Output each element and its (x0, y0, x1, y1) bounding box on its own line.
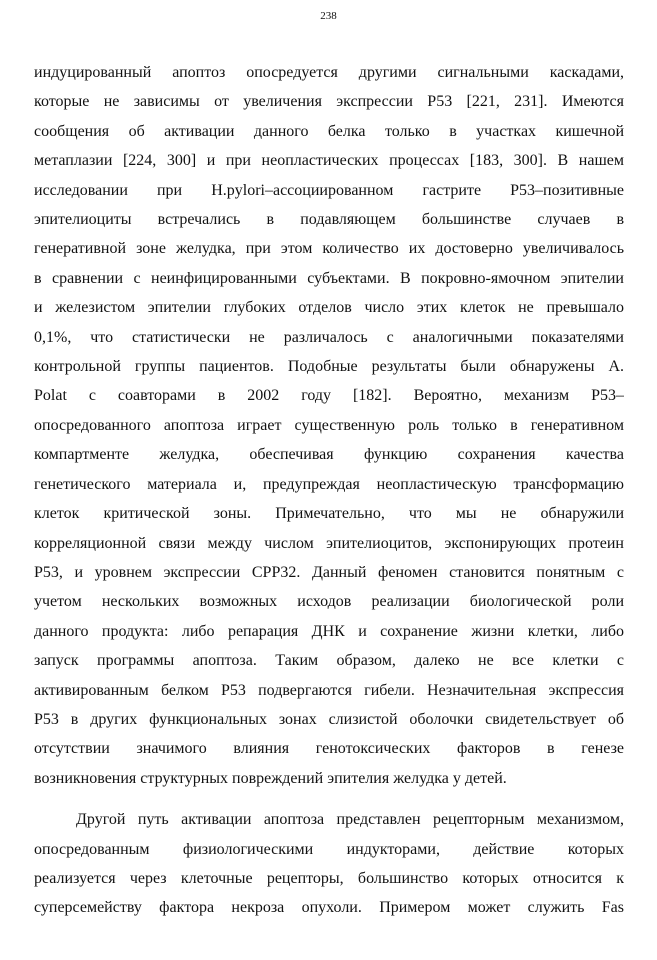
text-line: 0,1%, что статистически не различалось с аналогичными показателями (34, 328, 624, 346)
text-line: учетом нескольких возможных исходов реализации биологической роли (34, 593, 624, 611)
text-line: возникновения структурных повреждений эпителия желудка у детей. (34, 769, 507, 787)
paragraph-1 (34, 58, 624, 793)
text-line: генеративной зоне желудка, при этом количество их достоверно увеличивалось (34, 240, 624, 258)
text-line: реализуется через клеточные рецепторы, большинство которых относится к (34, 869, 624, 887)
text-line: запуск программы апоптоза. Таким образом, далеко не все клетки с (34, 652, 624, 670)
text-line: клеток критической зоны. Примечательно, что мы не обнаружили (34, 505, 624, 523)
text-line: опосредованного апоптоза играет существенную роль только в генеративном (34, 416, 624, 434)
text-line: Polat с соавторами в 2002 году [182]. Вероятно, механизм Р53– (34, 387, 624, 405)
text-line: компартменте желудка, обеспечивая функцию сохранения качества (34, 446, 624, 464)
text-line: метаплазии [224, 300] и при неопластических процессах [183, 300]. В нашем (34, 152, 624, 170)
text-line: данного продукта: либо репарация ДНК и сохранение жизни клетки, либо (34, 622, 624, 640)
text-line: исследовании при H.pylori–ассоциированном гастрите Р53–позитивные (34, 181, 624, 199)
text-line: отсутствии значимого влияния генотоксических факторов в генезе (34, 740, 624, 758)
paragraph-gap (34, 793, 624, 805)
text-line: в сравнении с неинфицированными субъектами. В покровно-ямочном эпителии (34, 269, 624, 287)
text-line: Другой путь активации апоптоза представлен рецепторным механизмом, (76, 811, 624, 829)
paragraph-2 (34, 805, 624, 923)
text-line: суперсемейству фактора некроза опухоли. Примером может служить Fas (34, 899, 624, 917)
page-number: 238 (320, 10, 337, 22)
text-line: опосредованным физиологическими индукторами, действие которых (34, 840, 624, 858)
text-line: корреляционной связи между числом эпителиоцитов, экспонирующих протеин (34, 534, 624, 552)
text-line: которые не зависимы от увеличения экспрессии Р53 [221, 231]. Имеются (34, 93, 624, 111)
text-line: контрольной группы пациентов. Подобные результаты были обнаружены А. (34, 358, 624, 376)
text-line: генетического материала и, предупреждая неопластическую трансформацию (34, 475, 624, 493)
text-line: Р53 в других функциональных зонах слизистой оболочки свидетельствует об (34, 710, 624, 728)
text-line: и железистом эпителии глубоких отделов число этих клеток не превышало (34, 299, 624, 317)
body-text (34, 58, 624, 923)
text-line: Р53, и уровнем экспрессии СРР32. Данный феномен становится понятным с (34, 563, 624, 581)
text-line: сообщения об активации данного белка только в участках кишечной (34, 122, 624, 140)
text-line: активированным белком Р53 подвергаются гибели. Незначительная экспрессия (34, 681, 624, 699)
text-line: индуцированный апоптоз опосредуется другими сигнальными каскадами, (34, 64, 624, 81)
text-line: эпителиоциты встречались в подавляющем большинстве случаев в (34, 211, 624, 229)
